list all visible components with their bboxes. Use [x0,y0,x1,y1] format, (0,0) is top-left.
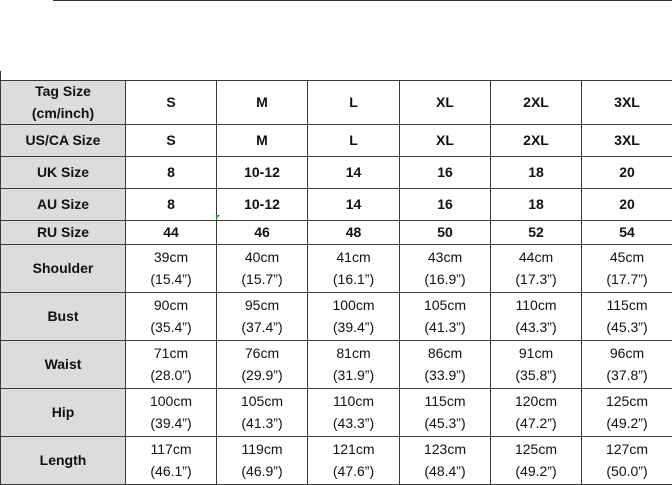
measurement-cm: 81cm [308,343,399,365]
measurement-cell [400,341,491,389]
measurement-inch: (37.4”) [217,317,307,339]
row-label [1,157,126,189]
size-cell: 54 [582,221,672,245]
row-label: Shoulder [1,245,126,293]
size-row-ru-size [1,221,672,245]
row-label-text: AU Size [1,194,125,216]
measurement-cell [217,341,308,389]
measurement-inch: (37.8”) [582,365,672,387]
measurement-inch: (39.4”) [308,317,399,339]
measurement-cell [582,437,672,485]
row-label [1,125,126,157]
measurement-inch: (45.3”) [582,317,672,339]
measurement-cell [582,245,672,293]
size-cell: 18 [491,189,582,221]
measurement-cm: 90cm [126,295,216,317]
size-row-tag-size [1,81,672,125]
measurement-cm: 121cm [308,439,399,461]
size-cell: 8 [126,189,217,221]
measurement-cell [491,341,582,389]
measurement-cell [400,437,491,485]
measurement-cm: 110cm [308,391,399,413]
measurement-cm: 125cm [582,391,672,413]
measurement-inch: (17.7”) [582,269,672,291]
measurement-inch: (46.9”) [217,461,307,483]
size-chart-body [1,81,672,485]
row-label: Hip [1,389,126,437]
measurement-cm: 41cm [308,247,399,269]
measurement-inch: (15.7”) [217,269,307,291]
measurement-cell [400,245,491,293]
measurement-cm: 45cm [582,247,672,269]
measurement-inch: (16.9”) [400,269,490,291]
measurement-cm: 115cm [400,391,490,413]
measurement-cm: 120cm [491,391,581,413]
measurement-cm: 71cm [126,343,216,365]
row-label [1,81,126,125]
measurement-inch: (50.0”) [582,461,672,483]
measurement-cell [126,293,217,341]
size-cell: 8 [126,157,217,189]
measurement-inch: (33.9”) [400,365,490,387]
measurement-cell [491,245,582,293]
measurement-cell [582,293,672,341]
top-divider-line [53,0,672,1]
measurement-cm: 119cm [217,439,307,461]
row-label-text: (cm/inch) [1,103,125,125]
row-label [1,189,126,221]
size-row-au-size [1,189,672,221]
measurement-inch: (43.3”) [308,413,399,435]
row-label: Length [1,437,126,485]
measurement-cell [308,437,400,485]
size-cell: XL [400,81,491,125]
measurement-cm: 105cm [217,391,307,413]
measurement-cell [491,293,582,341]
size-cell: 50 [400,221,491,245]
measurement-cell [126,341,217,389]
measurement-inch: (15.4”) [126,269,216,291]
measurement-inch: (39.4”) [126,413,216,435]
measurement-inch: (49.2”) [491,461,581,483]
measurement-cell [400,293,491,341]
measurement-cm: 39cm [126,247,216,269]
measurement-cm: 95cm [217,295,307,317]
size-cell: 16 [400,157,491,189]
size-row-uk-size [1,157,672,189]
size-cell: 16 [400,189,491,221]
measurement-inch: (41.3”) [217,413,307,435]
size-cell: 10-12 [217,189,308,221]
size-cell: 46 [217,221,308,245]
size-cell: XL [400,125,491,157]
measurement-cm: 117cm [126,439,216,461]
size-chart-table [0,80,672,485]
measurement-cm: 105cm [400,295,490,317]
measurement-cm: 115cm [582,295,672,317]
size-cell: L [308,81,400,125]
size-row-us-ca-size [1,125,672,157]
measurement-cell [217,245,308,293]
measurement-cm: 100cm [126,391,216,413]
size-cell: S [126,125,217,157]
measurement-cell [582,341,672,389]
measurement-cell [491,389,582,437]
row-label-text: US/CA Size [1,130,125,152]
cell-corner-marker-icon [216,215,220,219]
size-cell: 3XL [582,81,672,125]
row-label [1,221,126,245]
measurement-cell [582,389,672,437]
measurement-cell [126,437,217,485]
measurement-inch: (47.6”) [308,461,399,483]
size-cell: L [308,125,400,157]
measurement-inch: (29.9”) [217,365,307,387]
measurement-inch: (46.1”) [126,461,216,483]
size-cell: M [217,125,308,157]
measurement-cell [308,245,400,293]
measurement-inch: (35.8”) [491,365,581,387]
measurement-inch: (16.1”) [308,269,399,291]
measurement-cm: 100cm [308,295,399,317]
measurement-inch: (43.3”) [491,317,581,339]
size-cell: 20 [582,189,672,221]
measurement-row-bust [1,293,672,341]
row-label-text: UK Size [1,162,125,184]
measurement-cell [126,245,217,293]
measurement-cell [491,437,582,485]
row-label-text: Tag Size [1,81,125,103]
size-cell: 48 [308,221,400,245]
measurement-row-shoulder [1,245,672,293]
row-label-text: RU Size [1,222,125,244]
measurement-inch: (49.2”) [582,413,672,435]
measurement-cm: 76cm [217,343,307,365]
measurement-inch: (35.4”) [126,317,216,339]
measurement-cm: 44cm [491,247,581,269]
size-cell: 2XL [491,81,582,125]
size-cell: 44 [126,221,217,245]
measurement-inch: (31.9”) [308,365,399,387]
measurement-cell [217,293,308,341]
measurement-inch: (47.2”) [491,413,581,435]
measurement-cm: 40cm [217,247,307,269]
measurement-cell [217,437,308,485]
measurement-cm: 43cm [400,247,490,269]
measurement-row-waist [1,341,672,389]
size-cell: 18 [491,157,582,189]
row-label: Waist [1,341,126,389]
size-cell: M [217,81,308,125]
row-label: Bust [1,293,126,341]
size-cell: S [126,81,217,125]
measurement-cm: 125cm [491,439,581,461]
size-cell: 3XL [582,125,672,157]
size-cell: 20 [582,157,672,189]
measurement-cell [308,389,400,437]
measurement-cm: 110cm [491,295,581,317]
measurement-cell [400,389,491,437]
measurement-inch: (45.3”) [400,413,490,435]
size-cell: 2XL [491,125,582,157]
measurement-cell [308,341,400,389]
measurement-row-length [1,437,672,485]
measurement-cell [217,389,308,437]
measurement-cm: 91cm [491,343,581,365]
size-cell: 14 [308,189,400,221]
measurement-cell [126,389,217,437]
size-cell: 14 [308,157,400,189]
measurement-cm: 86cm [400,343,490,365]
size-cell: 10-12 [217,157,308,189]
measurement-inch: (41.3”) [400,317,490,339]
measurement-cell [308,293,400,341]
measurement-inch: (28.0”) [126,365,216,387]
measurement-inch: (17.3”) [491,269,581,291]
measurement-row-hip [1,389,672,437]
measurement-cm: 123cm [400,439,490,461]
measurement-cm: 96cm [582,343,672,365]
measurement-cm: 127cm [582,439,672,461]
measurement-inch: (48.4”) [400,461,490,483]
size-cell: 52 [491,221,582,245]
